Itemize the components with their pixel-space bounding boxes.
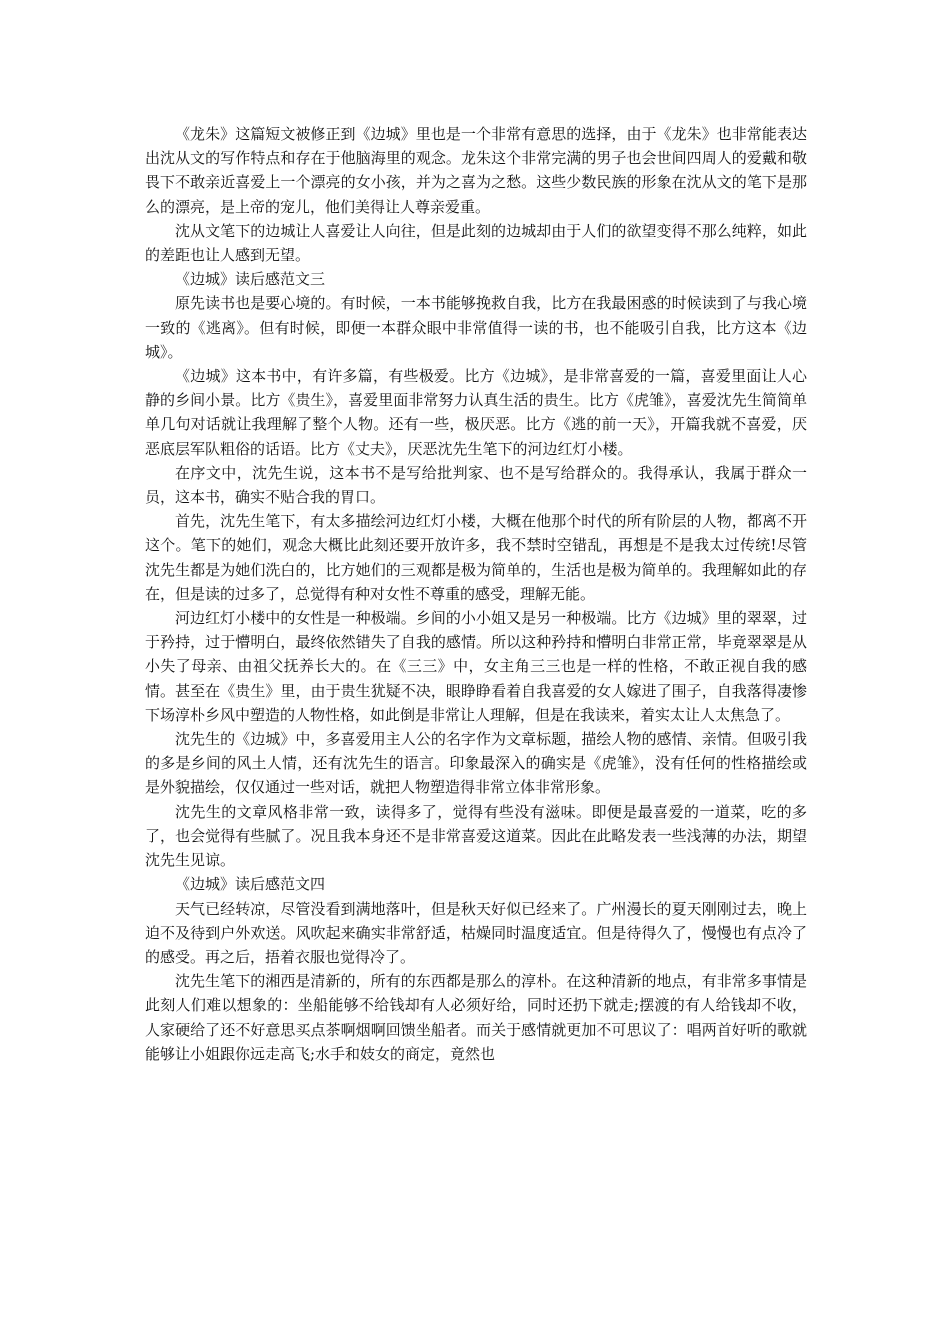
paragraph-style: 沈先生的文章风格非常一致，读得多了，觉得有些没有滋味。即便是最喜爱的一道菜，吃的多了，也会觉得有些腻了。况且我本身还不是非常喜爱这道菜。因此在此略发表一些浅薄的办法，期望沈先生见谅。 (145, 802, 807, 870)
paragraph-autumn: 天气已经转凉，尽管没看到满地落叶，但是秋天好似已经来了。广州漫长的夏天刚刚过去，晚上迫不及待到户外欢送。风吹起来确实非常舒适，枯燥同时温度适宜。但是待得久了，慢慢也有点冷了的感受。再之后，捂着衣服也觉得冷了。 (145, 899, 807, 966)
section-heading-4: 《边城》读后感范文四 (175, 875, 326, 894)
paragraph-preface: 在序文中，沈先生说，这本书不是写给批判家、也不是写给群众的。我得承认，我属于群众一员，这本书，确实不贴合我的胃口。 (145, 463, 807, 507)
paragraph-first-point: 首先，沈先生笔下，有太多描绘河边红灯小楼，大概在他那个时代的所有阶层的人物，都离不开这个。笔下的她们，观念大概比此刻还要开放许多，我不禁时空错乱，再想是不是我太过传统!尽管沈先生都是为她们洗白的，比方她们的三观都是极为简单的，生活也是极为简单的。我理解如此的存在，但是读的过多了，总觉得有种对女性不尊重的感受，理解无能。 (145, 512, 807, 603)
paragraph-longzhu: 《龙朱》这篇短文被修正到《边城》里也是一个非常有意思的选择，由于《龙朱》也非常能表达出沈从文的写作特点和存在于他脑海里的观念。龙朱这个非常完满的男子也会世间四周人的爱戴和敬畏下不敢亲近喜爱上一个漂亮的女小孩，并为之喜为之愁。这些少数民族的形象在沈从文的笔下是那么的漂亮，是上帝的宠儿，他们美得让人尊亲爱重。 (145, 125, 807, 216)
paragraph-reading-mood: 原先读书也是要心境的。有时候，一本书能够挽救自我，比方在我最困惑的时候读到了与我心境一致的《逃离》。但有时候，即便一本群众眼中非常值得一读的书，也不能吸引自我，比方这本《边城》。 (145, 294, 807, 361)
document-body (145, 122, 807, 1066)
paragraph-xiangxi: 沈先生笔下的湘西是清新的，所有的东西都是那么的淳朴。在这种清新的地点，有非常多事情是此刻人们难以想象的：坐船能够不给钱却有人必须好给，同时还扔下就走;摆渡的有人给钱却不收，人家硬给了还不好意思买点茶啊烟啊回馈坐船者。而关于感情就更加不可思议了：唱两首好听的歌就能够让小姐跟你远走高飞;水手和妓女的商定，竟然也 (145, 972, 807, 1063)
paragraph-biancheng-longing: 沈从文笔下的边城让人喜爱让人向往，但是此刻的边城却由于人们的欲望变得不那么纯粹，如此的差距也让人感到无望。 (145, 221, 807, 265)
section-heading-3: 《边城》读后感范文三 (175, 270, 326, 289)
paragraph-female-characters: 河边红灯小楼中的女性是一种极端。乡间的小小姐又是另一种极端。比方《边城》里的翠翠，过于矜持，过于懵明白，最终依然错失了自我的感情。所以这种矜持和懵明白非常正常，毕竟翠翠是从小失了母亲、由祖父抚养长大的。在《三三》中，女主角三三也是一样的性格，不敢正视自我的感情。甚至在《贵生》里，由于贵生犹疑不决，眼睁睁看着自我喜爱的女人嫁进了围子，自我落得凄惨下场淳朴乡风中塑造的人物性格，如此倒是非常让人理解，但是在我读来，着实太让人太焦急了。 (145, 609, 807, 724)
paragraph-titles-and-language: 沈先生的《边城》中，多喜爱用主人公的名字作为文章标题，描绘人物的感情、亲情。但吸引我的多是乡间的风土人情，还有沈先生的语言。印象最深入的确实是《虎雏》，没有任何的性格描绘或是外貌描绘，仅仅通过一些对话，就把人物塑造得非常立体非常形象。 (145, 730, 807, 797)
paragraph-favorite-stories: 《边城》这本书中，有许多篇，有些极爱。比方《边城》，是非常喜爱的一篇，喜爱里面让人心静的乡间小景。比方《贵生》，喜爱里面非常努力认真生活的贵生。比方《虎雏》，喜爱沈先生简简单单几句对话就让我理解了整个人物。还有一些，极厌恶。比方《逃的前一天》，开篇我就不喜爱，厌恶底层军队粗俗的话语。比方《丈夫》，厌恶沈先生笔下的河边红灯小楼。 (145, 367, 807, 458)
